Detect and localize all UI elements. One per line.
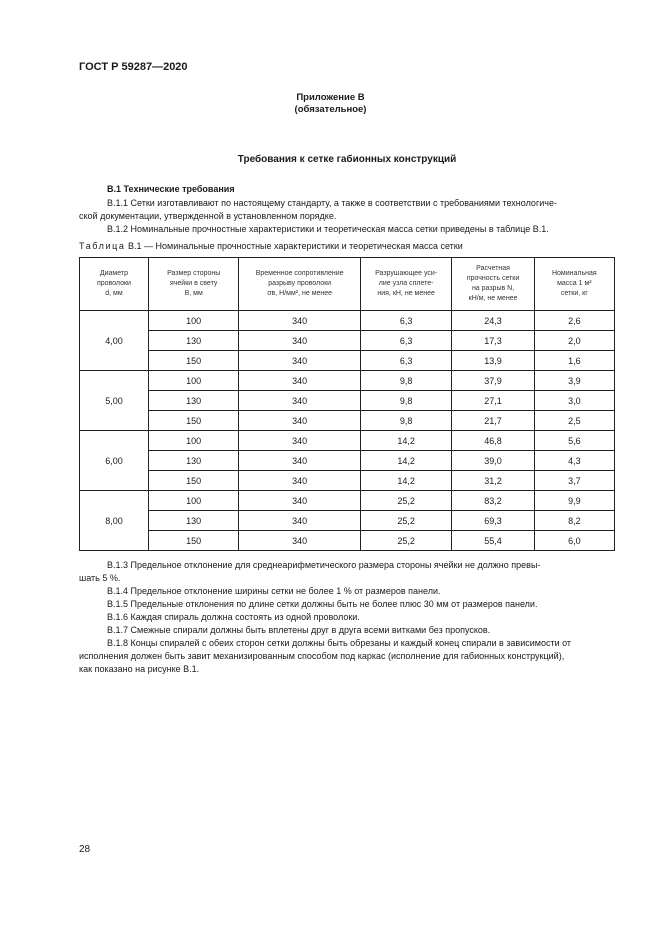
- table-cell: 150: [148, 471, 239, 491]
- section-title: Требования к сетке габионных конструкций: [237, 154, 457, 165]
- table-cell: 14,2: [360, 451, 452, 471]
- table-row: [80, 411, 615, 431]
- table-cell: 21,7: [452, 411, 534, 431]
- table-cell: 25,2: [360, 531, 452, 551]
- table-cell: 2,0: [534, 331, 614, 351]
- table-cell: 9,8: [360, 411, 452, 431]
- table-cell: 150: [148, 531, 239, 551]
- header-line: Разрушающее уси-: [375, 270, 438, 277]
- table-cell: 1,6: [534, 351, 614, 371]
- table-caption: [79, 241, 463, 251]
- header-line: Расчетная: [476, 265, 510, 272]
- table-cell: 340: [239, 411, 360, 431]
- header-line: масса 1 м²: [557, 280, 592, 287]
- specs-table: [79, 257, 615, 551]
- table-row: [80, 431, 615, 451]
- diameter-cell: 8,00: [80, 491, 149, 551]
- table-cell: 130: [148, 331, 239, 351]
- table-cell: 9,9: [534, 491, 614, 511]
- table-cell: 4,3: [534, 451, 614, 471]
- table-cell: 340: [239, 471, 360, 491]
- table-cell: 130: [148, 391, 239, 411]
- table-header-cell: [452, 258, 534, 311]
- paragraph-line: В.1.8 Концы спиралей с обеих сторон сетки должны быть обрезаны и каждый конец спирали в зависимости от: [107, 638, 572, 648]
- table-cell: 8,2: [534, 511, 614, 531]
- table-header-row: [80, 258, 615, 311]
- table-cell: 13,9: [452, 351, 534, 371]
- paragraph-line: как показано на рисунке В.1.: [79, 664, 200, 674]
- table-cell: 14,2: [360, 431, 452, 451]
- table-row: [80, 371, 615, 391]
- table-cell: 130: [148, 511, 239, 531]
- paragraph-line: В.1.1 Сетки изготавливают по настоящему стандарту, а также в соответствии с требованиями технологиче-: [107, 198, 557, 208]
- table-row: [80, 531, 615, 551]
- table-cell: 340: [239, 331, 360, 351]
- table-row: [80, 311, 615, 331]
- annex-status: (обязательное): [294, 104, 367, 115]
- paragraph-line: ской документации, утвержденной в установленном порядке.: [79, 211, 337, 221]
- table-cell: 17,3: [452, 331, 534, 351]
- header-line: ячейки в свету: [169, 280, 218, 287]
- table-cell: 6,3: [360, 351, 452, 371]
- paragraph-b15: [79, 598, 615, 611]
- table-cell: 340: [239, 351, 360, 371]
- table-cell: 27,1: [452, 391, 534, 411]
- paragraph-b18: [79, 637, 615, 676]
- table-header-cell: [148, 258, 239, 311]
- header-line: разрыву проволоки: [268, 280, 332, 287]
- table-cell: 150: [148, 411, 239, 431]
- page-number: 28: [79, 844, 91, 855]
- header-line: проволоки: [96, 280, 131, 287]
- table-cell: 6,3: [360, 311, 452, 331]
- table-cell: 69,3: [452, 511, 534, 531]
- document-header: ГОСТ Р 59287—2020: [79, 61, 188, 73]
- table-cell: 130: [148, 451, 239, 471]
- table-caption-prefix: Таблица: [79, 241, 126, 251]
- table-cell: 9,8: [360, 391, 452, 411]
- paragraph-b11: [79, 197, 615, 223]
- diameter-cell: 4,00: [80, 311, 149, 371]
- table-cell: 2,5: [534, 411, 614, 431]
- header-line: Временное сопротивление: [255, 270, 344, 277]
- header-line: Диаметр: [99, 270, 129, 277]
- table-cell: 14,2: [360, 471, 452, 491]
- table-cell: 9,8: [360, 371, 452, 391]
- diameter-cell: 6,00: [80, 431, 149, 491]
- table-header-cell: [534, 258, 614, 311]
- table-cell: 6,0: [534, 531, 614, 551]
- table-cell: 340: [239, 371, 360, 391]
- paragraph-line: исполнения должен быть завит механизированным способом под каркас (исполнение для габионных конструкций),: [79, 651, 565, 661]
- table-row: [80, 351, 615, 371]
- table-cell: 3,7: [534, 471, 614, 491]
- header-line: B, мм: [184, 290, 203, 297]
- table-row: [80, 471, 615, 491]
- paragraph-line: В.1.5 Предельные отклонения по длине сетки должны быть не более плюс 30 мм от размеров панели.: [107, 599, 538, 609]
- paragraph-line: В.1.2 Номинальные прочностные характеристики и теоретическая масса сетки приведены в таблице В.1.: [107, 224, 549, 234]
- header-line: лие узла сплете-: [378, 280, 434, 287]
- paragraph-b17: [79, 624, 615, 637]
- table-row: [80, 331, 615, 351]
- paragraph-b13: [79, 559, 615, 585]
- table-cell: 340: [239, 431, 360, 451]
- paragraph-line: В.1.7 Смежные спирали должны быть вплетены друг в друга всеми витками без пропусков.: [107, 625, 491, 635]
- table-cell: 340: [239, 491, 360, 511]
- table-cell: 39,0: [452, 451, 534, 471]
- table-row: [80, 511, 615, 531]
- table-cell: 3,9: [534, 371, 614, 391]
- table-cell: 340: [239, 531, 360, 551]
- diameter-cell: 5,00: [80, 371, 149, 431]
- table-cell: 100: [148, 311, 239, 331]
- table-cell: 100: [148, 491, 239, 511]
- header-line: Размер стороны: [167, 270, 221, 277]
- table-cell: 150: [148, 351, 239, 371]
- table-cell: 340: [239, 451, 360, 471]
- table-cell: 3,0: [534, 391, 614, 411]
- table-cell: 24,3: [452, 311, 534, 331]
- paragraph-b14: [79, 585, 615, 598]
- table-cell: 25,2: [360, 491, 452, 511]
- table-header-cell: [239, 258, 360, 311]
- header-line: на разрыв N,: [471, 285, 515, 292]
- annex-title: Приложение В: [296, 92, 365, 103]
- table-cell: 37,9: [452, 371, 534, 391]
- table-cell: 340: [239, 311, 360, 331]
- header-line: кН/м, не менее: [468, 295, 518, 302]
- subsection-heading: В.1 Технические требования: [107, 184, 235, 194]
- header-line: Номинальная: [551, 270, 597, 277]
- table-cell: 340: [239, 391, 360, 411]
- table-header-cell: [360, 258, 452, 311]
- table-cell: 100: [148, 431, 239, 451]
- table-cell: 6,3: [360, 331, 452, 351]
- paragraph-line: шать 5 %.: [79, 573, 121, 583]
- paragraph-line: В.1.3 Предельное отклонение для среднеарифметического размера стороны ячейки не должно превы-: [107, 560, 541, 570]
- header-line: сетки, кг: [560, 290, 588, 297]
- table-cell: 31,2: [452, 471, 534, 491]
- paragraph-line: В.1.4 Предельное отклонение ширины сетки не более 1 % от размеров панели.: [107, 586, 441, 596]
- table-cell: 46,8: [452, 431, 534, 451]
- paragraph-line: В.1.6 Каждая спираль должна состоять из одной проволоки.: [107, 612, 360, 622]
- table-header-cell: [80, 258, 149, 311]
- table-cell: 340: [239, 511, 360, 531]
- table-row: [80, 451, 615, 471]
- header-line: ния, кН, не менее: [377, 290, 435, 297]
- table-row: [80, 491, 615, 511]
- header-line: d, мм: [105, 290, 123, 297]
- table-caption-text: В.1 — Номинальные прочностные характеристики и теоретическая масса сетки: [125, 241, 463, 251]
- table-cell: 83,2: [452, 491, 534, 511]
- table-cell: 2,6: [534, 311, 614, 331]
- paragraph-b12: [79, 223, 615, 236]
- table-cell: 25,2: [360, 511, 452, 531]
- header-line: σв, Н/мм², не менее: [267, 290, 333, 297]
- paragraph-b16: [79, 611, 615, 624]
- table-cell: 55,4: [452, 531, 534, 551]
- table-cell: 5,6: [534, 431, 614, 451]
- header-line: прочность сетки: [466, 275, 520, 282]
- table-row: [80, 391, 615, 411]
- table-cell: 100: [148, 371, 239, 391]
